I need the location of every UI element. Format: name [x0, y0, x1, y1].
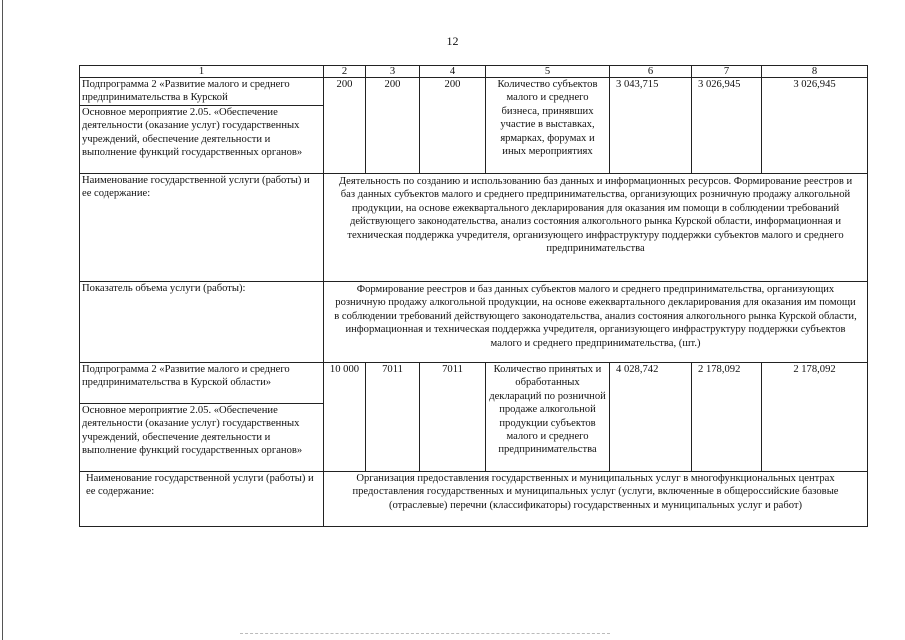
service-label: Наименование государственной услуги (работы) и ее содержание: — [80, 174, 324, 282]
service-label: Наименование государственной услуги (работы) и ее содержание: — [80, 472, 324, 527]
value-col2: 200 — [324, 78, 366, 174]
subprogram-name: Подпрограмма 2 «Развитие малого и среднего предпринимательства в Курской — [80, 78, 324, 106]
header-row — [80, 66, 868, 78]
scan-left-edge — [2, 0, 3, 640]
table-row — [80, 282, 868, 363]
table-row — [80, 174, 868, 282]
value-col6: 4 028,742 — [610, 363, 692, 472]
header-cell: 6 — [610, 66, 692, 78]
volume-description: Формирование реестров и баз данных субъектов малого и среднего предпринимательства, организующих розничную продажу алкогольной продукции, на основе ежеквартального декларирования для оказания им помощи в соблюдении требований действующего законодательства, анализ состояния алкогольного рынка Курской области, информационная и техническая поддержка учредителя, организующего инфраструктуру поддержки субъектов малого и среднего предпринимательства, (шт.) — [324, 282, 868, 363]
header-cell: 1 — [80, 66, 324, 78]
header-cell: 8 — [762, 66, 868, 78]
indicator-description: Количество субъектов малого и среднего бизнеса, принявших участие в выставках, ярмарках, форумах и иных мероприятиях — [486, 78, 610, 174]
header-cell: 2 — [324, 66, 366, 78]
scan-artifact-line — [240, 633, 610, 634]
main-activity: Основное мероприятие 2.05. «Обеспечение деятельности (оказание услуг) государственных учреждений, обеспечение деятельности и выполнение функций государственных органов» — [80, 106, 324, 174]
table-row — [80, 363, 868, 404]
volume-label: Показатель объема услуги (работы): — [80, 282, 324, 363]
header-cell: 5 — [486, 66, 610, 78]
table-row — [80, 78, 868, 106]
value-col4: 200 — [420, 78, 486, 174]
indicator-description: Количество принятых и обработанных деклараций по розничной продаже алкогольной продукции субъектов малого и среднего предпринимательства — [486, 363, 610, 472]
page-number: 12 — [446, 34, 459, 48]
service-description: Деятельность по созданию и использованию баз данных и информационных ресурсов. Формирование реестров и баз данных субъектов малого и среднего предпринимательства, организующих розничную продажу алкогольной продукции, на основе ежеквартального декларирования для оказания им помощи в соблюдении требований действующего законодательства, анализ состояния алкогольного рынка Курской области, информационная и техническая поддержка учредителя, организующего инфраструктуру поддержки субъектов малого и среднего предпринимательства — [324, 174, 868, 282]
value-col7: 2 178,092 — [692, 363, 762, 472]
value-col6: 3 043,715 — [610, 78, 692, 174]
value-col4: 7011 — [420, 363, 486, 472]
program-table — [79, 65, 868, 527]
value-col3: 7011 — [366, 363, 420, 472]
header-cell: 4 — [420, 66, 486, 78]
value-col2: 10 000 — [324, 363, 366, 472]
service-description: Организация предоставления государственных и муниципальных услуг в многофункциональных центрах предоставления государственных и муниципальных услуг (услуги, включенные в общероссийские базовые (отраслевые) перечни (классификаторы) государственных и муниципальных услуг и работ) — [324, 472, 868, 527]
table-row — [80, 472, 868, 527]
header-cell: 3 — [366, 66, 420, 78]
value-col3: 200 — [366, 78, 420, 174]
value-col8: 3 026,945 — [762, 78, 868, 174]
value-col8: 2 178,092 — [762, 363, 868, 472]
subprogram-name: Подпрограмма 2 «Развитие малого и среднего предпринимательства в Курской области» — [80, 363, 324, 404]
header-cell: 7 — [692, 66, 762, 78]
value-col7: 3 026,945 — [692, 78, 762, 174]
main-activity: Основное мероприятие 2.05. «Обеспечение деятельности (оказание услуг) государственных учреждений, обеспечение деятельности и выполнение функций государственных органов» — [80, 404, 324, 472]
